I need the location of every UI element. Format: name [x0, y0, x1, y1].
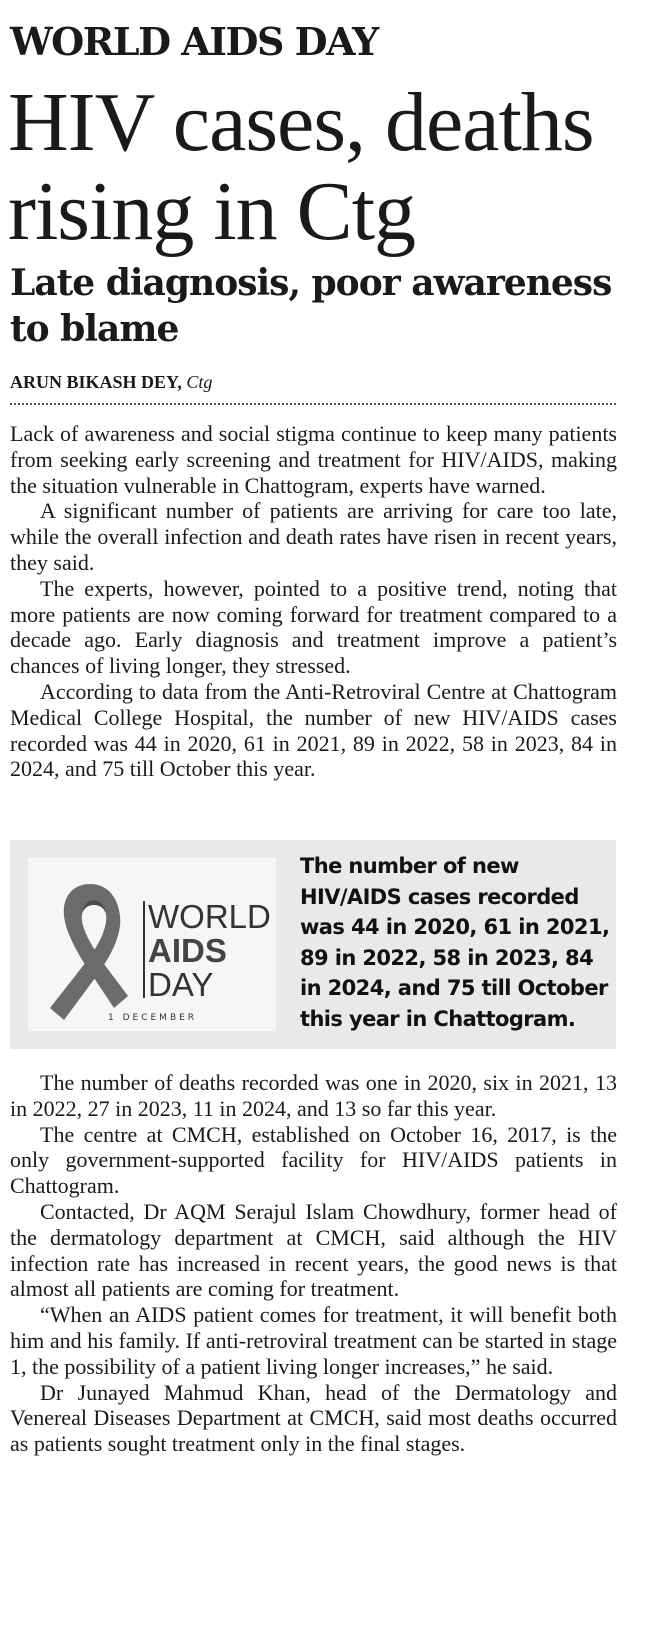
dotted-divider [10, 403, 616, 405]
paragraph: The experts, however, pointed to a positive trend, noting that more patients are now coming forward for treatment compared to a decade ago. Early diagnosis and treatment improve a patient’s chances of living longer, they stressed. [10, 575, 617, 679]
article-body-top [10, 421, 617, 782]
headline: HIV cases, deaths rising in Ctg [8, 76, 594, 258]
paragraph: Lack of awareness and social stigma continue to keep many patients from seeking early screening and treatment for HIV/AIDS, making the situation vulnerable in Chattogram, experts have warned. [10, 421, 617, 498]
logo-word-day: DAY [148, 966, 214, 1003]
pull-quote-box [10, 840, 616, 1049]
paragraph: A significant number of patients are arriving for care too late, while the overall infection and death rates have risen in recent years, they said. [10, 498, 617, 575]
logo-date: 1 DECEMBER [108, 1013, 198, 1023]
pull-quote-text: The number of new HIV/AIDS cases recorded was 44 in 2020, 61 in 2021, 89 in 2022, 58 in 2023, 84 in 2024, and 75 till October this year in Chattogram. [300, 854, 610, 1031]
article-body-bottom [10, 1070, 617, 1457]
logo-word-world: WORLD [148, 898, 271, 935]
byline [10, 370, 212, 394]
logo-divider [143, 901, 145, 998]
paragraph: “When an AIDS patient comes for treatment, it will benefit both him and his family. If anti-retroviral treatment can be started in stage 1, the possibility of a patient living longer increases,” he said. [10, 1302, 617, 1379]
paragraph: The centre at CMCH, established on October 16, 2017, is the only government-supported facility for HIV/AIDS patients in Chattogram. [10, 1121, 617, 1199]
paragraph: The number of deaths recorded was one in 2020, six in 2021, 13 in 2022, 27 in 2023, 11 in 2024, and 13 so far this year. [10, 1070, 617, 1121]
paragraph: Contacted, Dr AQM Serajul Islam Chowdhury, former head of the dermatology department at CMCH, said although the HIV infection rate has increased in recent years, the good news is that almost all patients are coming for treatment. [10, 1198, 617, 1302]
world-aids-day-logo [28, 858, 276, 1031]
byline-author: ARUN BIKASH DEY, [10, 372, 182, 392]
paragraph: Dr Junayed Mahmud Khan, head of the Dermatology and Venereal Diseases Department at CMCH, said most deaths occurred as patients sought treatment only in the final stages. [10, 1379, 617, 1457]
byline-location: Ctg [186, 372, 213, 392]
red-ribbon-icon [28, 858, 138, 1031]
logo-word-aids: AIDS [148, 932, 227, 969]
subheadline: Late diagnosis, poor awareness to blame [10, 262, 612, 350]
paragraph: According to data from the Anti-Retroviral Centre at Chattogram Medical College Hospital, the number of new HIV/AIDS cases recorded was 44 in 2020, 61 in 2021, 89 in 2022, 58 in 2023, 84 in 2024, and 75 till October this year. [10, 678, 617, 782]
kicker: WORLD AIDS DAY [10, 19, 378, 64]
